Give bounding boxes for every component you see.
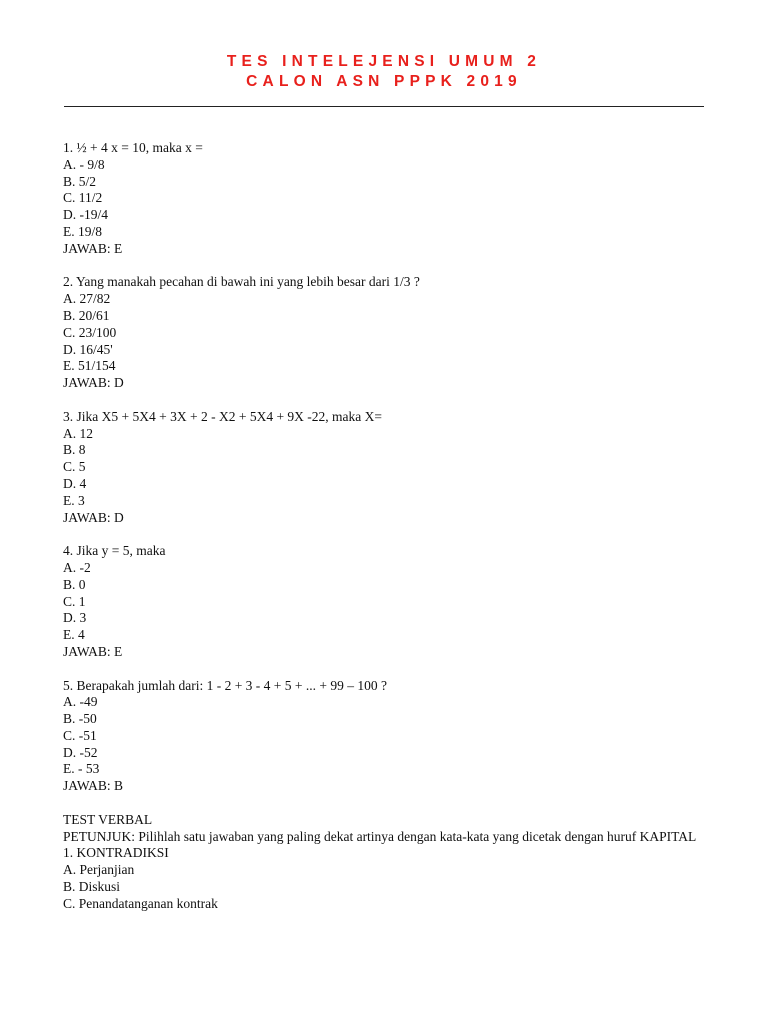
answer-key: JAWAB: B — [63, 778, 124, 794]
answer-option: D. 4 — [63, 475, 87, 491]
answer-option: B. 0 — [63, 576, 86, 592]
question-1 — [63, 140, 703, 258]
header-divider — [64, 106, 704, 107]
answer-option: E. 19/8 — [63, 223, 102, 239]
question-prompt: 3. Jika X5 + 5X4 + 3X + 2 - X2 + 5X4 + 9X -22, maka X= — [63, 408, 383, 424]
section-heading: TEST VERBAL — [63, 811, 153, 827]
answer-option: B. -50 — [63, 711, 97, 727]
question-prompt: 2. Yang manakah pecahan di bawah ini yang lebih besar dari 1/3 ? — [63, 274, 420, 290]
answer-option: A. Perjanjian — [63, 862, 135, 878]
question-prompt: 1. ½ + 4 x = 10, maka x = — [63, 140, 203, 155]
answer-option: B. 5/2 — [63, 173, 97, 189]
answer-option: B. Diskusi — [63, 879, 121, 895]
document-title-line-2: CALON ASN PPPK 2019 — [246, 73, 522, 90]
question-4 — [63, 543, 703, 661]
answer-key: JAWAB: D — [63, 509, 124, 525]
answer-option: C. 23/100 — [63, 324, 117, 340]
answer-key: JAWAB: D — [63, 375, 124, 391]
answer-option: D. 3 — [63, 610, 87, 626]
answer-option: C. 11/2 — [63, 190, 103, 206]
document-title-line-1: TES INTELEJENSI UMUM 2 — [226, 53, 542, 70]
answer-option: D. -52 — [63, 744, 98, 760]
answer-option: A. - 9/8 — [63, 156, 105, 172]
document-body — [63, 140, 703, 913]
answer-option: C. 1 — [63, 593, 86, 609]
answer-option: B. 8 — [63, 442, 86, 458]
answer-option: D. -19/4 — [63, 207, 108, 223]
verbal-section — [63, 812, 703, 913]
answer-option: A. -49 — [63, 694, 98, 710]
answer-option: C. 5 — [63, 459, 86, 475]
answer-option: E. 4 — [63, 627, 85, 643]
answer-option: A. -2 — [63, 559, 91, 575]
answer-option: E. - 53 — [63, 761, 100, 777]
answer-option: C. -51 — [63, 727, 97, 743]
question-5 — [63, 678, 703, 796]
answer-option: A. 27/82 — [63, 291, 111, 307]
question-prompt: 1. KONTRADIKSI — [63, 845, 169, 861]
answer-option: E. 3 — [63, 492, 85, 508]
question-2 — [63, 274, 703, 392]
answer-key: JAWAB: E — [63, 240, 123, 256]
answer-option: E. 51/154 — [63, 358, 116, 374]
question-prompt: 5. Berapakah jumlah dari: 1 - 2 + 3 - 4 + 5 + ... + 99 – 100 ? — [63, 677, 388, 693]
answer-option: C. Penandatanganan kontrak — [63, 895, 218, 911]
answer-option: A. 12 — [63, 425, 93, 441]
answer-key: JAWAB: E — [63, 643, 123, 659]
section-instruction: PETUNJUK: Pilihlah satu jawaban yang paling dekat artinya dengan kata-kata yang dicetak dengan huruf KAPITAL — [63, 828, 697, 844]
answer-option: D. 16/45' — [63, 341, 113, 357]
question-prompt: 4. Jika y = 5, maka — [63, 543, 166, 559]
answer-option: B. 20/61 — [63, 307, 110, 323]
question-3 — [63, 409, 703, 527]
